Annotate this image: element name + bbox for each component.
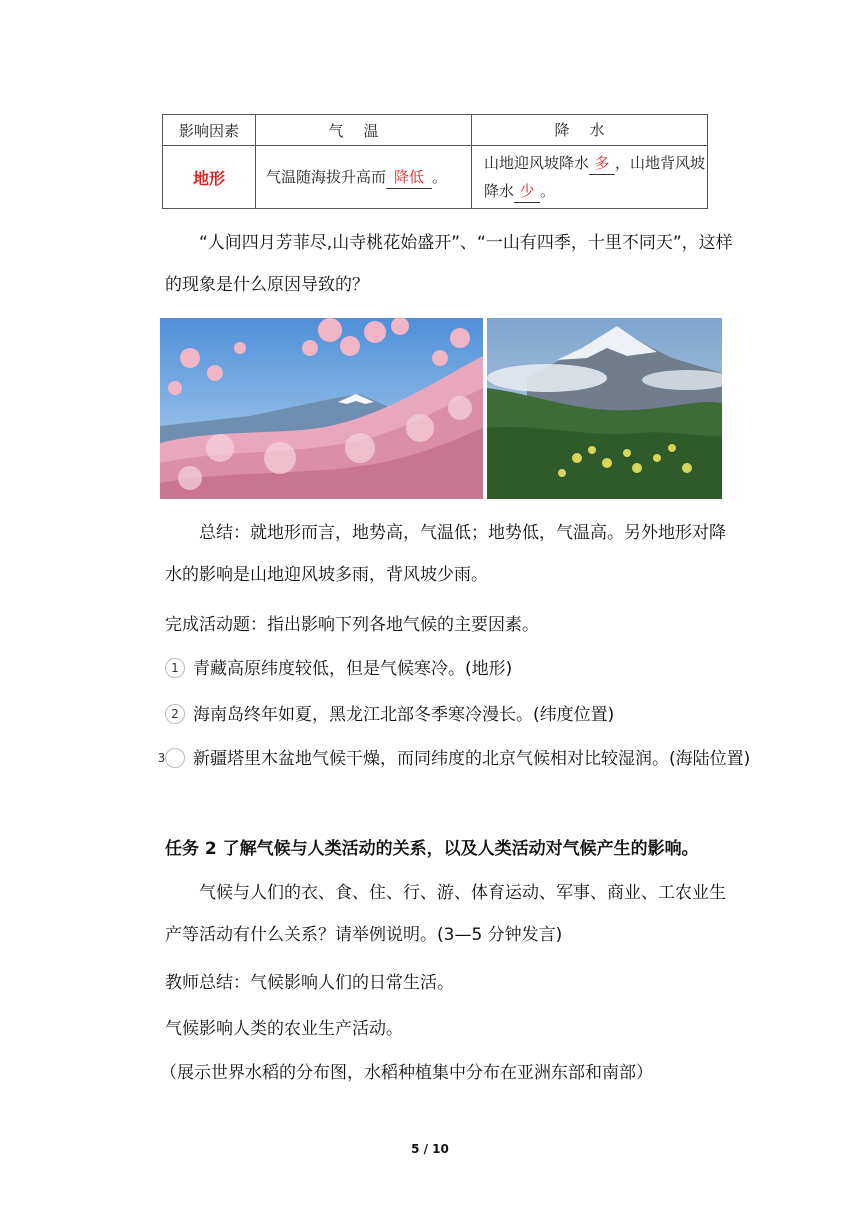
activity-title: 完成活动题：指出影响下列各地气候的主要因素。 xyxy=(165,615,539,635)
intro-question: “人间四月芳菲尽,山寺桃花始盛开”、“一山有四季，十里不同天”，这样的现象是什么原因导致的？ xyxy=(165,233,733,295)
terrain-label: 地形 xyxy=(192,168,225,188)
table-row xyxy=(163,146,708,209)
list-item xyxy=(165,648,735,690)
header-factor: 影响因素 xyxy=(163,115,256,146)
precip-middle: ，山地背风坡降水 xyxy=(484,154,706,200)
item-text: 新疆塔里木盆地气候干燥，而同纬度的北京气候相对比较湿润。(海陆位置) xyxy=(193,749,751,769)
list-item xyxy=(157,738,762,780)
page-number: 5 / 10 xyxy=(411,1142,449,1156)
precipitation-cell xyxy=(472,146,708,209)
agriculture-line: 气候影响人类的农业生产活动。 xyxy=(165,1019,403,1039)
precip-suffix: 。 xyxy=(540,182,556,200)
teacher-summary: 教师总结：气候影响人们的日常生活。 xyxy=(165,973,454,993)
terrain-summary: 总结：就地形而言，地势高，气温低；地势低，气温高。另外地形对降水的影响是山地迎风坡多雨，背风坡少雨。 xyxy=(165,523,726,585)
climate-factor-table xyxy=(162,114,708,209)
precip-prefix: 山地迎风坡降水 xyxy=(484,154,590,172)
temp-prefix: 气温随海拔升高而 xyxy=(266,167,387,186)
item-text: 海南岛终年如夏，黑龙江北部冬季寒冷漫长。(纬度位置) xyxy=(193,705,615,725)
task2-heading: 任务 2 了解气候与人类活动的关系，以及人类活动对气候产生的影响。 xyxy=(165,839,699,859)
table-header-row xyxy=(163,115,708,146)
item-number: 1 xyxy=(165,658,185,678)
list-item xyxy=(165,694,735,736)
temp-suffix: 。 xyxy=(432,167,448,186)
item-number: 3 xyxy=(165,748,185,768)
temp-answer-blank: 降低 xyxy=(386,166,432,189)
precip-leeward-blank: 少 xyxy=(514,180,540,203)
precip-windward-blank: 多 xyxy=(589,152,615,175)
item-text: 青藏高原纬度较低，但是气候寒冷。(地形) xyxy=(193,659,513,679)
temperature-cell xyxy=(256,146,472,209)
cherry-blossom-mount-fuji-photo xyxy=(160,318,483,499)
task2-question: 气候与人们的衣、食、住、行、游、体育运动、军事、商业、工农业生产等活动有什么关系？请举例说明。(3—5 分钟发言) xyxy=(165,883,726,945)
snow-mountain-vertical-zone-photo xyxy=(487,318,722,499)
factor-terrain xyxy=(163,146,256,209)
header-temperature: 气温 xyxy=(256,115,472,146)
rice-distribution-note: （展示世界水稻的分布图，水稻种植集中分布在亚洲东部和南部） xyxy=(160,1063,653,1083)
item-number: 2 xyxy=(165,704,185,724)
header-precipitation: 降水 xyxy=(472,115,708,146)
